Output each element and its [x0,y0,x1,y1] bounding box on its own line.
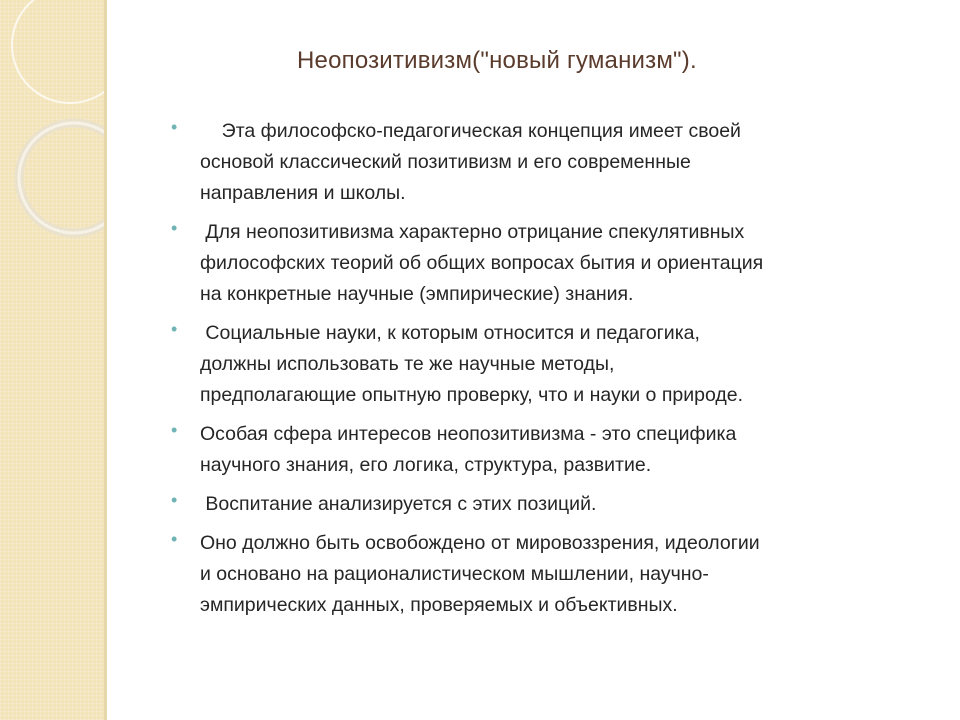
bullet-line: Социальные науки, к которым относится и педагогика, [200,322,700,344]
bullet-line: Оно должно быть освобождено от мировоззрения, идеологии [200,532,760,554]
bullet-item [168,318,928,411]
bullet-dot-icon: • [171,319,178,339]
bullet-line: эмпирических данных, проверяемых и объективных. [200,594,678,616]
bullet-line: Для неопозитивизма характерно отрицание спекулятивных [200,221,745,243]
bullet-line: основой классический позитивизм и его современные [200,151,691,173]
side-panel-edge [104,0,107,720]
bullet-dot-icon: • [171,529,178,549]
bullet-list [168,116,928,629]
bullet-dot-icon: • [171,117,178,137]
bullet-text [200,318,928,411]
bullet-item [168,419,928,481]
bullet-line: на конкретные научные (эмпирические) знания. [200,283,634,305]
bullet-line: Особая сфера интересов неопозитивизма - это специфика [200,423,737,445]
bullet-line: научного знания, его логика, структура, развитие. [200,454,652,476]
bullet-text [200,528,928,621]
bullet-text [200,116,928,209]
bullet-text [200,419,928,481]
bullet-line: Эта философско-педагогическая концепция имеет своей [200,120,741,142]
bullet-line: Воспитание анализируется с этих позиций. [200,493,597,515]
bullet-text [200,217,928,310]
bullet-dot-icon: • [171,420,178,440]
bullet-item [168,217,928,310]
bullet-line: направления и школы. [200,182,406,204]
bullet-line: и основано на рационалистическом мышлении, научно- [200,563,709,585]
decorative-side-panel [0,0,104,720]
bullet-line: философских теорий об общих вопросах бытия и ориентация [200,252,764,274]
bullet-item [168,528,928,621]
slide-title: Неопозитивизм("новый гуманизм"). [297,47,697,74]
bullet-text [200,489,928,520]
bullet-dot-icon: • [171,218,178,238]
decorative-circles-icon [0,0,104,260]
bullet-item [168,116,928,209]
bullet-dot-icon: • [171,490,178,510]
bullet-line: предполагающие опытную проверку, что и науки о природе. [200,384,744,406]
bullet-line: должны использовать те же научные методы, [200,353,615,375]
bullet-item [168,489,928,520]
